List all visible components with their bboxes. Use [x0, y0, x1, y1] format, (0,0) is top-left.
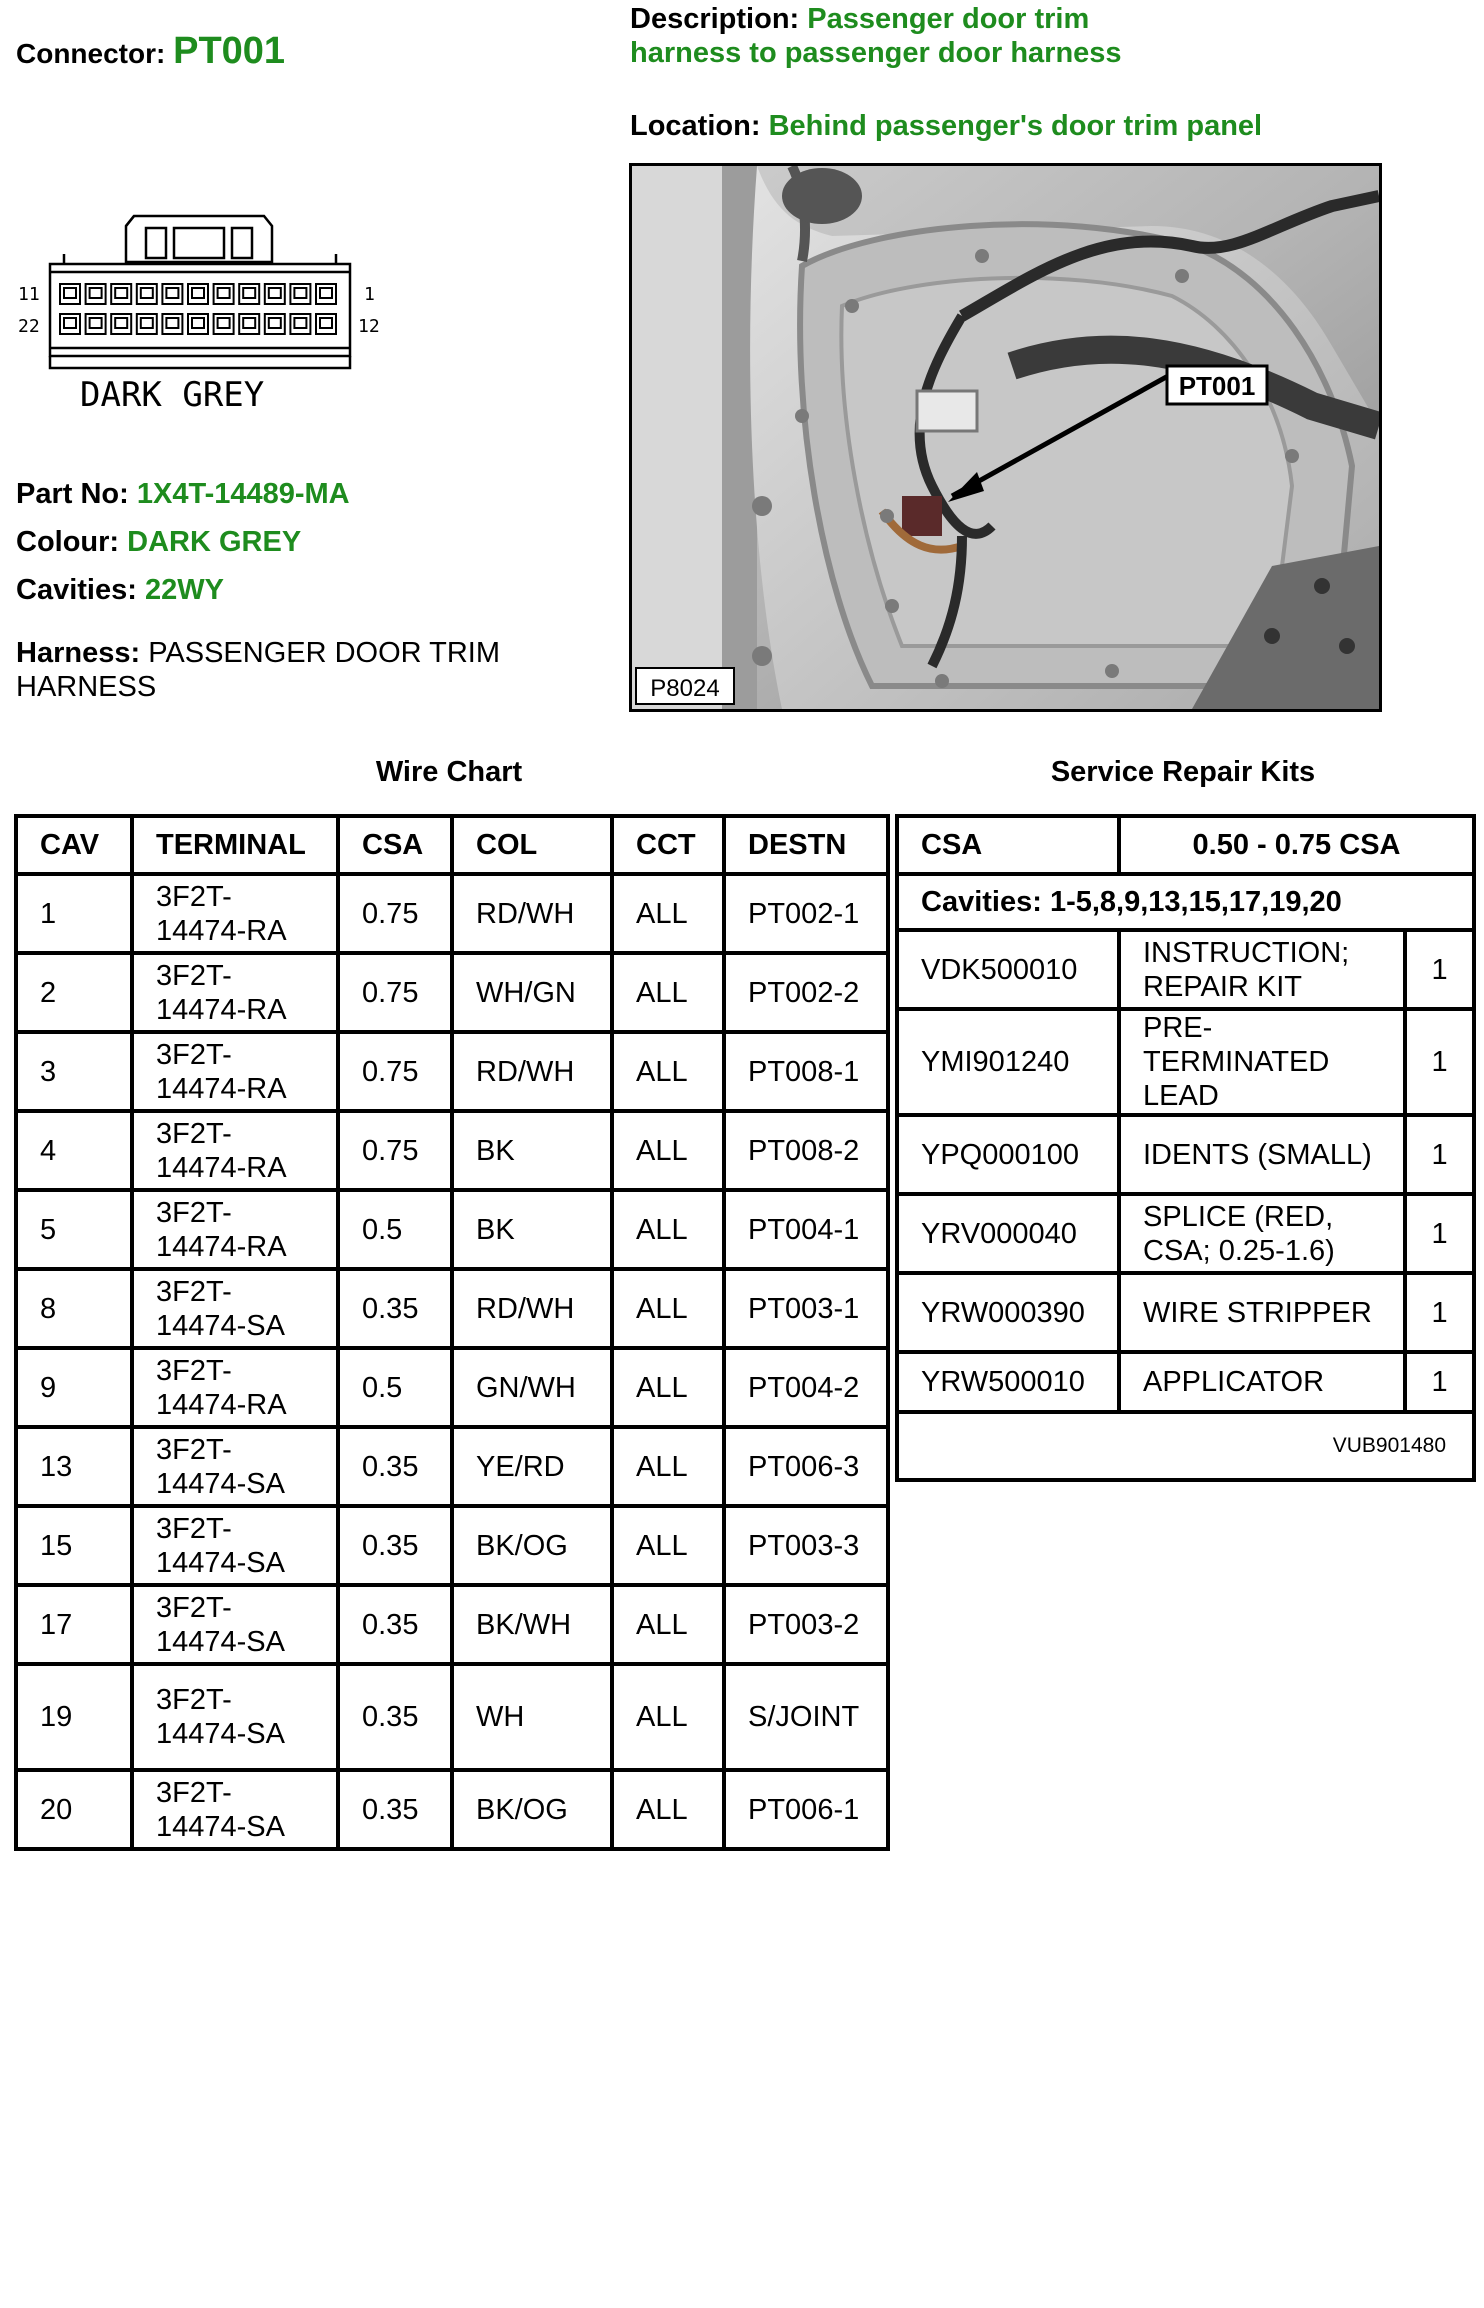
kits-item-row: [897, 1352, 1474, 1412]
wire-chart-header-cell: DESTN: [724, 816, 888, 874]
wire-chart-cell: PT006-1: [724, 1770, 888, 1849]
wire-chart-cell: BK/WH: [452, 1585, 612, 1664]
kits-item-desc: SPLICE (RED, CSA; 0.25-1.6): [1119, 1194, 1405, 1273]
wire-chart-row: [16, 1506, 888, 1585]
wire-chart-row: [16, 1111, 888, 1190]
wire-chart-row: [16, 874, 888, 953]
wire-chart-title: Wire Chart: [375, 756, 523, 788]
kits-item-code: YRW000390: [897, 1273, 1119, 1352]
location-value: Behind passenger's door trim panel: [768, 110, 1263, 142]
wire-chart-cell: 4: [16, 1111, 132, 1190]
harness-value: PASSENGER DOOR TRIM HARNESS: [16, 637, 500, 703]
kits-item-qty: 1: [1405, 1352, 1474, 1412]
connector-cavity-terminal: [64, 288, 76, 298]
repair-kits-title: Service Repair Kits: [1050, 756, 1316, 788]
connector-cavity-terminal: [115, 288, 127, 298]
wire-chart-cell: PT003-3: [724, 1506, 888, 1585]
wire-chart-cell: 1: [16, 874, 132, 953]
kits-item-code: YMI901240: [897, 1009, 1119, 1115]
kits-item-desc: WIRE STRIPPER: [1119, 1273, 1405, 1352]
kits-header-range: 0.50 - 0.75 CSA: [1119, 816, 1474, 874]
description-value: Passenger door trim harness to passenger door harness: [630, 3, 1122, 69]
wire-chart-cell: ALL: [612, 1190, 724, 1269]
wire-chart-cell: 2: [16, 953, 132, 1032]
kits-item-qty: 1: [1405, 1194, 1474, 1273]
wire-chart-header-cell: CSA: [338, 816, 452, 874]
wire-chart-cell: 3F2T-14474-SA: [132, 1585, 338, 1664]
connector-cavity-terminal: [166, 288, 178, 298]
harness: [16, 636, 576, 704]
connector-cavity-terminal: [218, 288, 230, 298]
wire-chart-cell: ALL: [612, 1032, 724, 1111]
wire-chart-header-cell: CAV: [16, 816, 132, 874]
kits-item-row: [897, 1115, 1474, 1194]
wire-chart-cell: PT008-1: [724, 1032, 888, 1111]
connector-cavity-terminal: [192, 318, 204, 328]
wire-chart-cell: RD/WH: [452, 1032, 612, 1111]
wire-chart-cell: PT008-2: [724, 1111, 888, 1190]
wire-chart-cell: ALL: [612, 1770, 724, 1849]
part-number-value: 1X4T-14489-MA: [136, 478, 350, 510]
wire-chart-cell: BK: [452, 1111, 612, 1190]
wire-chart-cell: 8: [16, 1269, 132, 1348]
kits-cavities-cell: Cavities: 1-5,8,9,13,15,17,19,20: [897, 874, 1474, 930]
kits-header-row: [897, 816, 1474, 874]
kits-item-desc: PRE-TERMINATED LEAD: [1119, 1009, 1405, 1115]
wire-chart-cell: 3: [16, 1032, 132, 1111]
wire-chart-cell: 0.35: [338, 1664, 452, 1770]
wire-chart-cell: WH/GN: [452, 953, 612, 1032]
kits-item-desc: INSTRUCTION; REPAIR KIT: [1119, 930, 1405, 1009]
connector-value: PT001: [173, 30, 286, 72]
pin-label-12: 12: [358, 316, 380, 337]
wire-chart-table: [14, 814, 890, 1851]
wire-chart-cell: PT004-2: [724, 1348, 888, 1427]
description-label: Description:: [630, 3, 800, 35]
wire-chart-cell: 0.35: [338, 1585, 452, 1664]
kits-item-desc: IDENTS (SMALL): [1119, 1115, 1405, 1194]
wire-chart-cell: 3F2T-14474-SA: [132, 1427, 338, 1506]
kits-footer-row: [897, 1412, 1474, 1480]
wire-chart-cell: S/JOINT: [724, 1664, 888, 1770]
connector-cavity-terminal: [243, 288, 255, 298]
connector-cavity-terminal: [64, 318, 76, 328]
wire-chart-cell: PT002-2: [724, 953, 888, 1032]
kits-footer-code: VUB901480: [897, 1412, 1474, 1480]
wire-chart-cell: ALL: [612, 874, 724, 953]
connector-cavity-terminal: [269, 288, 281, 298]
wire-chart-cell: PT002-1: [724, 874, 888, 953]
wire-chart-cell: 3F2T-14474-RA: [132, 1032, 338, 1111]
wire-chart-cell: WH: [452, 1664, 612, 1770]
kits-item-desc: APPLICATOR: [1119, 1352, 1405, 1412]
wire-chart-cell: GN/WH: [452, 1348, 612, 1427]
wire-chart-cell: 0.75: [338, 1111, 452, 1190]
part-number: [16, 478, 350, 511]
wire-chart-cell: BK/OG: [452, 1770, 612, 1849]
connector-cavity-terminal: [218, 318, 230, 328]
wire-chart-row: [16, 1348, 888, 1427]
wire-chart-cell: 0.5: [338, 1190, 452, 1269]
wire-chart-cell: ALL: [612, 1664, 724, 1770]
wire-chart-row: [16, 1190, 888, 1269]
kits-item-code: YPQ000100: [897, 1115, 1119, 1194]
photo-code: P8024: [650, 675, 720, 702]
wire-chart-cell: ALL: [612, 1269, 724, 1348]
wire-chart-cell: 0.75: [338, 1032, 452, 1111]
photo-callout: PT001: [1178, 371, 1256, 401]
wire-chart-cell: PT004-1: [724, 1190, 888, 1269]
wire-chart-cell: 0.35: [338, 1427, 452, 1506]
kits-item-row: [897, 1273, 1474, 1352]
description-block: [630, 2, 1190, 70]
connector-cavity-terminal: [294, 288, 306, 298]
wire-chart-header-cell: COL: [452, 816, 612, 874]
wire-chart-cell: 0.35: [338, 1770, 452, 1849]
wire-chart-cell: 3F2T-14474-SA: [132, 1664, 338, 1770]
cavities: [16, 574, 224, 607]
wire-chart-row: [16, 1032, 888, 1111]
kits-item-row: [897, 930, 1474, 1009]
harness-label: Harness:: [16, 637, 141, 669]
pin-label-22: 22: [18, 316, 40, 337]
location-block: [630, 110, 1262, 143]
colour-label: Colour:: [16, 526, 120, 558]
kits-item-qty: 1: [1405, 1273, 1474, 1352]
wire-chart-row: [16, 1427, 888, 1506]
wire-chart-cell: 3F2T-14474-RA: [132, 953, 338, 1032]
wire-chart-cell: PT003-2: [724, 1585, 888, 1664]
wire-chart-cell: 0.75: [338, 874, 452, 953]
wire-chart-cell: 17: [16, 1585, 132, 1664]
wire-chart-cell: ALL: [612, 953, 724, 1032]
kits-item-code: YRV000040: [897, 1194, 1119, 1273]
wire-chart-cell: ALL: [612, 1585, 724, 1664]
connector-cavity-terminal: [141, 318, 153, 328]
connector-cavity-terminal: [192, 288, 204, 298]
connector-cavity-terminal: [90, 318, 102, 328]
wire-chart-row: [16, 1269, 888, 1348]
pin-label-11: 11: [18, 284, 40, 305]
kits-item-qty: 1: [1405, 1115, 1474, 1194]
repair-kits-table: [895, 814, 1476, 1482]
kits-item-qty: 1: [1405, 1009, 1474, 1115]
wire-chart-cell: 0.35: [338, 1269, 452, 1348]
connector-cavity-terminal: [294, 318, 306, 328]
wire-chart-cell: 3F2T-14474-SA: [132, 1506, 338, 1585]
wire-chart-cell: 3F2T-14474-RA: [132, 1111, 338, 1190]
connector-cavity-terminal: [166, 318, 178, 328]
connector-label: Connector:: [16, 38, 166, 69]
wire-chart-row: [16, 953, 888, 1032]
wire-chart-cell: PT003-1: [724, 1269, 888, 1348]
connector-cavity-terminal: [320, 288, 332, 298]
wire-chart-cell: 3F2T-14474-RA: [132, 1190, 338, 1269]
colour-value: DARK GREY: [127, 526, 302, 558]
location-label: Location:: [630, 110, 761, 142]
connector-cavity-terminal: [141, 288, 153, 298]
wire-chart-header-row: [16, 816, 888, 874]
kits-cavities-row: [897, 874, 1474, 930]
wire-chart-cell: BK: [452, 1190, 612, 1269]
colour: [16, 526, 301, 559]
wire-chart-cell: 0.35: [338, 1506, 452, 1585]
connector-cavity-terminal: [269, 318, 281, 328]
wire-chart-cell: RD/WH: [452, 874, 612, 953]
wire-chart-cell: ALL: [612, 1348, 724, 1427]
wire-chart-cell: 9: [16, 1348, 132, 1427]
wire-chart-cell: 0.5: [338, 1348, 452, 1427]
wire-chart-header-cell: CCT: [612, 816, 724, 874]
wire-chart-row: [16, 1585, 888, 1664]
part-number-label: Part No:: [16, 478, 129, 510]
connector-cavity-terminal: [243, 318, 255, 328]
connector-cavity-terminal: [320, 318, 332, 328]
connector-location-photo: [629, 163, 1382, 712]
wire-chart-cell: 19: [16, 1664, 132, 1770]
wire-chart-row: [16, 1770, 888, 1849]
wire-chart-cell: 3F2T-14474-SA: [132, 1269, 338, 1348]
wire-chart-cell: ALL: [612, 1111, 724, 1190]
wire-chart-row: [16, 1664, 888, 1770]
wire-chart-cell: 3F2T-14474-RA: [132, 1348, 338, 1427]
connector-face-drawing: [14, 208, 384, 418]
wire-chart-cell: ALL: [612, 1427, 724, 1506]
wire-chart-cell: 0.75: [338, 953, 452, 1032]
kits-item-qty: 1: [1405, 930, 1474, 1009]
kits-item-code: YRW500010: [897, 1352, 1119, 1412]
wire-chart-cell: 3F2T-14474-RA: [132, 874, 338, 953]
connector-cavity-terminal: [115, 318, 127, 328]
pin-label-1: 1: [364, 284, 375, 305]
wire-chart-cell: 3F2T-14474-SA: [132, 1770, 338, 1849]
cavities-value: 22WY: [144, 574, 224, 606]
wire-chart-cell: ALL: [612, 1506, 724, 1585]
cavities-label: Cavities:: [16, 574, 137, 606]
wire-chart-cell: 5: [16, 1190, 132, 1269]
connector-cavity-terminal: [90, 288, 102, 298]
kits-header-csa: CSA: [897, 816, 1119, 874]
kits-item-code: VDK500010: [897, 930, 1119, 1009]
wire-chart-cell: YE/RD: [452, 1427, 612, 1506]
connector-color-caption: DARK GREY: [80, 375, 265, 415]
wire-chart-header-cell: TERMINAL: [132, 816, 338, 874]
wire-chart-cell: PT006-3: [724, 1427, 888, 1506]
wire-chart-cell: 13: [16, 1427, 132, 1506]
kits-item-row: [897, 1194, 1474, 1273]
connector-heading: [16, 30, 285, 73]
wire-chart-cell: 20: [16, 1770, 132, 1849]
wire-chart-cell: 15: [16, 1506, 132, 1585]
wire-chart-cell: RD/WH: [452, 1269, 612, 1348]
kits-item-row: [897, 1009, 1474, 1115]
wire-chart-cell: BK/OG: [452, 1506, 612, 1585]
